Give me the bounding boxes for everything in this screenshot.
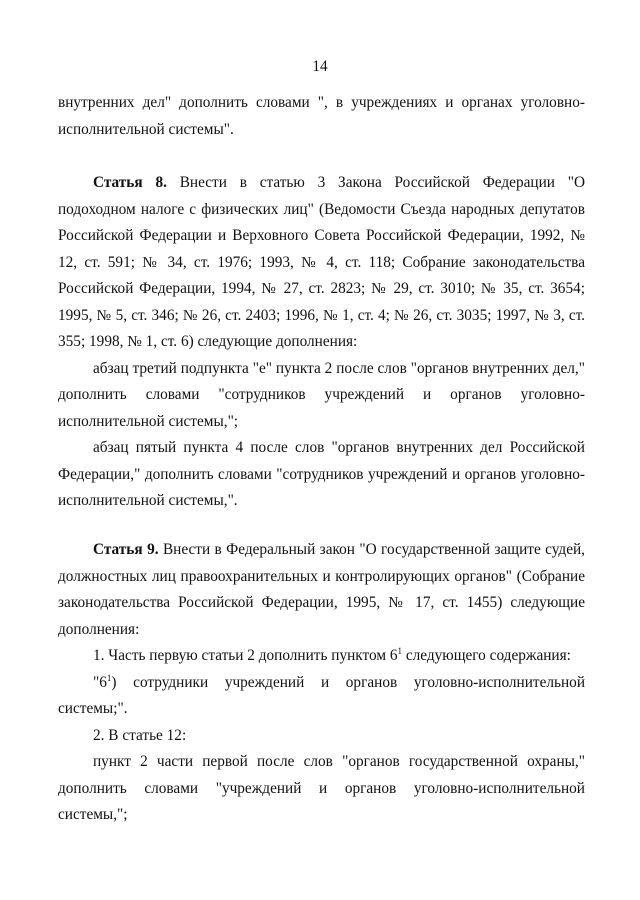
article-9-label: Статья 9.: [93, 541, 159, 558]
article-9-point-1-tail: следующего содержания:: [402, 647, 571, 664]
article-8-item-1: абзац третий подпункта "е" пункта 2 после слов "органов внутренних дел," дополнить словами "сотрудников учреждений и органов уголовно-исполнительной системы,";: [58, 359, 585, 430]
article-9-quote: [58, 670, 585, 723]
article-9-paragraph: [58, 537, 585, 643]
article-9-point-1-text: 1. Часть первую статьи 2 дополнить пунктом 6: [93, 647, 398, 664]
article-9-quote-text: ) сотрудники учреждений и органов уголовно-исполнительной системы;".: [58, 673, 585, 717]
intro-paragraph-block: [58, 90, 585, 143]
article-8-text: Внести в статью 3 Закона Российской Федерации "О подоходном налоге с физических лиц" (Ведомости Съезда народных депутатов Российской Федерации и Верховного Совета Российской Федерации, 1992, № 12, ст. 591; № 34, ст. 1976; 1993, № 4, ст. 118; Собрание законодательства Российской Федерации, 1994, № 27, ст. 2823; № 29, ст. 3010; № 35, ст. 3654; 1995, № 5, ст. 346; № 26, ст. 2403; 1996, № 1, ст. 4; № 26, ст. 3035; 1997, № 3, ст. 355; 1998, № 1, ст. 6) следующие дополнения:: [58, 174, 586, 350]
article-9-point-1: [58, 643, 585, 670]
superscript: 1: [397, 645, 403, 656]
article-9-quote-open: "6: [93, 673, 107, 691]
article-8-item-2: абзац пятый пункта 4 после слов "органов внутренних дел Российской Федерации," дополнить словами "сотрудников учреждений и органов уголовно-исполнительной системы,".: [58, 439, 585, 509]
article-9: [58, 537, 585, 829]
article-8-paragraph: [58, 170, 585, 356]
article-9-point-2: 2. В статье 12:: [93, 726, 187, 744]
article-8-label: Статья 8.: [93, 174, 167, 191]
article-9-text: Внести в Федеральный закон "О государственной защите судей, должностных лиц правоохранительных и контролирующих органов" (Собрание законодательства Российской Федерации, 1995, № 17, ст. 1455) следующие дополнения:: [58, 541, 585, 638]
superscript: 1: [106, 672, 112, 683]
article-9-point-2-text: пункт 2 части первой после слов "органов государственной охраны," дополнить словами "учреждений и органов уголовно-исполнительной системы,";: [58, 753, 585, 823]
intro-paragraph: внутренних дел" дополнить словами ", в учреждениях и органах уголовно-исполнительной системы".: [58, 94, 585, 138]
page-number: 14: [312, 58, 328, 75]
article-8: [58, 170, 585, 515]
